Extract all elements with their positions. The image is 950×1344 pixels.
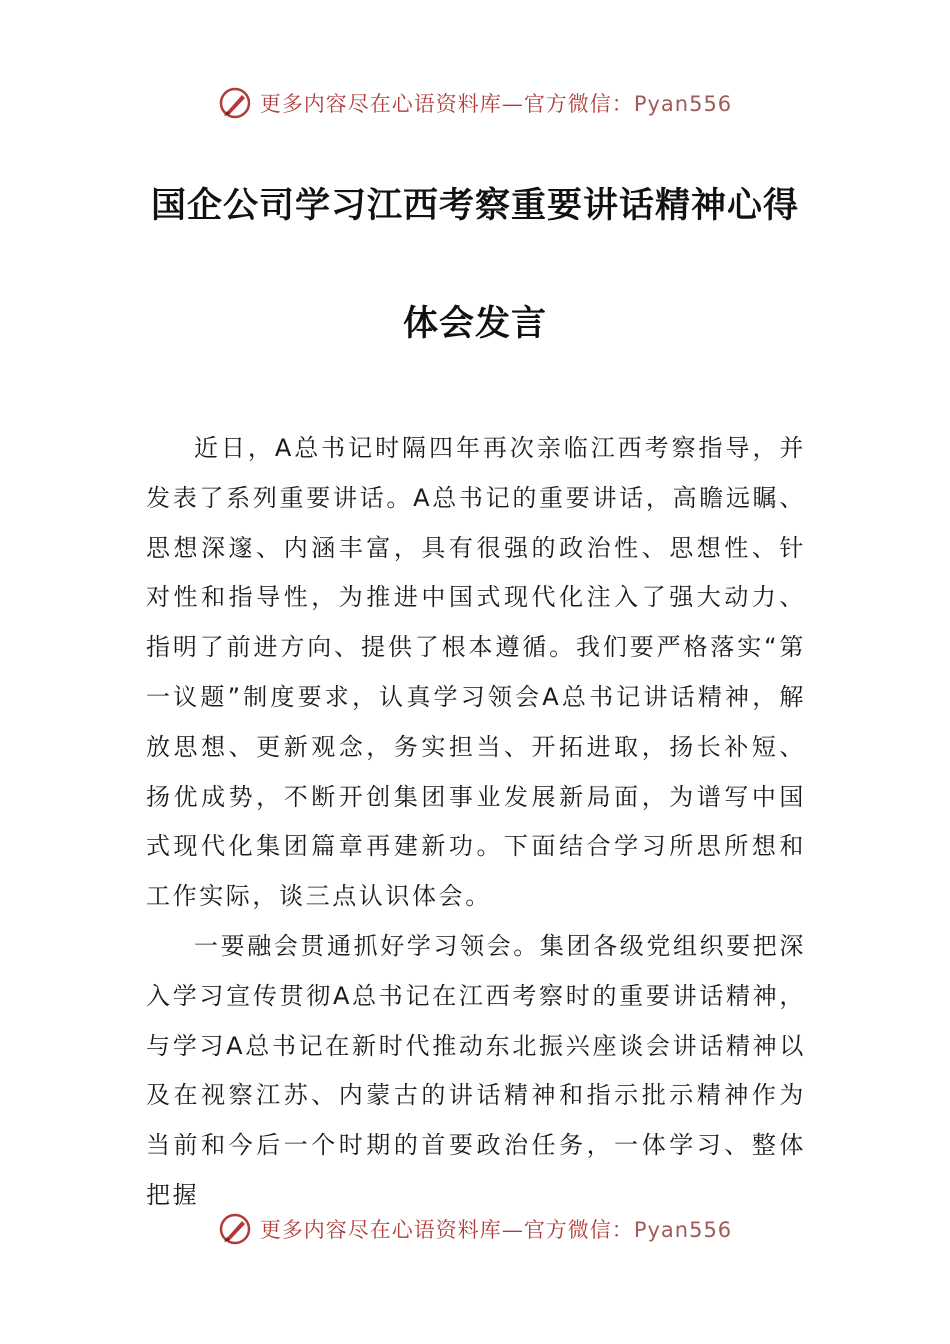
paragraph: 一要融会贯通抓好学习领会。集团各级党组织要把深入学习宣传贯彻A总书记在江西考察时的重要讲话精神，与学习A总书记在新时代推动东北振兴座谈会讲话精神以及在视察江苏、内蒙古的讲话精神和指示批示精神作为当前和今后一个时期的首要政治任务，一体学习、整体把握 (146, 931, 806, 1209)
watermark-text (260, 1214, 732, 1244)
watermark-wechat-label: 官方微信： (523, 1218, 634, 1242)
watermark-banner-bottom (0, 1204, 950, 1254)
watermark-wechat-id: Pyan556 (633, 1218, 733, 1242)
watermark-wechat-id: Pyan556 (633, 92, 733, 116)
document-title-line-1: 国企公司学习江西考察重要讲话精神心得 (150, 186, 799, 226)
watermark-site-text: 更多内容尽在心语资料库 (259, 92, 502, 116)
paragraph: 近日，A总书记时隔四年再次亲临江西考察指导，并发表了系列重要讲话。A总书记的重要讲话，高瞻远瞩、思想深邃、内涵丰富，具有很强的政治性、思想性、针对性和指导性，为推进中国式现代化注入了强大动力、指明了前进方向、提供了根本遵循。我们要严格落实“第一议题”制度要求，认真学习领会A总书记讲话精神，解放思想、更新观念，务实担当、开拓进取，扬长补短、扬优成势，不断开创集团事业发展新局面，为谱写中国式现代化集团篇章再建新功。下面结合学习所思所想和工作实际，谈三点认识体会。 (146, 434, 806, 911)
document-body (146, 424, 806, 1221)
watermark-wechat-label: 官方微信： (523, 92, 634, 116)
pen-circle-logo-icon (218, 86, 252, 120)
pen-circle-logo-icon (218, 1212, 252, 1246)
document-title-line-2: 体会发言 (402, 304, 547, 344)
watermark-site-text: 更多内容尽在心语资料库 (259, 1218, 502, 1242)
watermark-banner-top (0, 78, 950, 128)
watermark-separator: — (501, 1218, 524, 1242)
watermark-text (260, 88, 732, 118)
watermark-separator: — (501, 92, 524, 116)
